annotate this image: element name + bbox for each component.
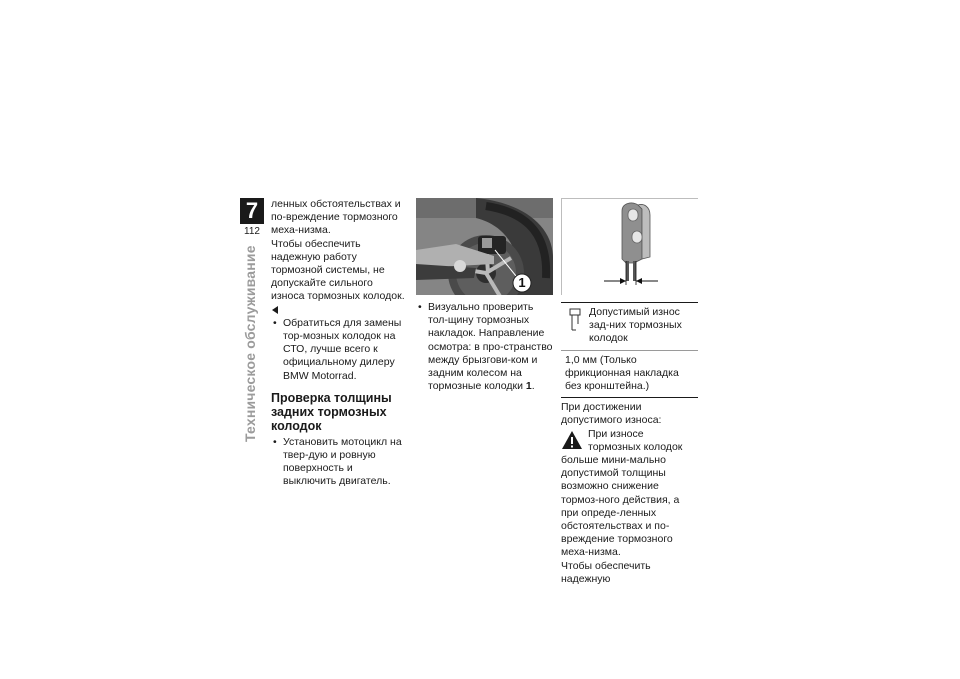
end-mark-icon: [272, 306, 278, 314]
paragraph-limit-reached: При достижении допустимого износа:: [561, 401, 662, 427]
chapter-title: Техническое обслуживание: [242, 245, 258, 442]
warning-text: При износе тормозных колодок больше мини-мально допустимой толщины возможно снижение тормоз-ного действия, а при опреде-ленных обстоятельствах и по-вреждение тормозного меха-низма.: [561, 427, 683, 559]
brake-photo: [416, 198, 553, 295]
warning-triangle-icon: [561, 430, 583, 450]
column-3: [561, 198, 699, 586]
photo-callout-number: 1: [518, 275, 526, 290]
bullet-visual-check-text: Визуально проверить тол-щину тормозных накладок. Направление осмотра: в про-странство между брызгови-ком и задним колесом на тормозные колодки: [428, 301, 553, 393]
bullet-park-motorcycle: • Установить мотоцикл на твер-дую и ровную поверхность и выключить двигатель.: [271, 436, 405, 489]
caliper-gauge-icon: [568, 308, 582, 332]
rear-wheel-image: [416, 198, 553, 295]
bullet-visual-check-end: .: [531, 380, 535, 393]
spec-label-row: [561, 303, 698, 351]
paragraph-brake-wear-text: Чтобы обеспечить надежную работу тормозной системы, не допускайте сильного износа тормозных колодок.: [271, 237, 405, 303]
section-heading: Проверка толщины задних тормозных колодок: [271, 390, 392, 433]
brake-pad-diagram: [561, 198, 698, 295]
column-2: [416, 198, 553, 393]
paragraph-brake-wear: [271, 238, 405, 317]
spec-label: Допустимый износ зад-них тормозных колодок: [589, 306, 682, 345]
pad-thickness-diagram: [562, 199, 699, 296]
warning-block: [561, 428, 699, 560]
bullet-visual-check: [416, 301, 553, 393]
paragraph-continued: ленных обстоятельствах и по-вреждение тормозного меха-низма.: [271, 198, 401, 237]
bullet-service: • Обратиться для замены тор-мозных колодок на СТО, лучше всего к официальному дилеру BMW Motorrad.: [271, 317, 405, 383]
paragraph-continues: Чтобы обеспечить надежную: [561, 559, 651, 585]
spec-value: 1,0 мм (Только фрикционная накладка без кронштейна.): [565, 353, 679, 393]
callout-reference: 1: [525, 380, 532, 393]
chapter-number: 7: [240, 198, 264, 224]
page-number: 112: [244, 226, 260, 237]
spec-table: [561, 302, 698, 398]
column-1: [271, 198, 405, 489]
